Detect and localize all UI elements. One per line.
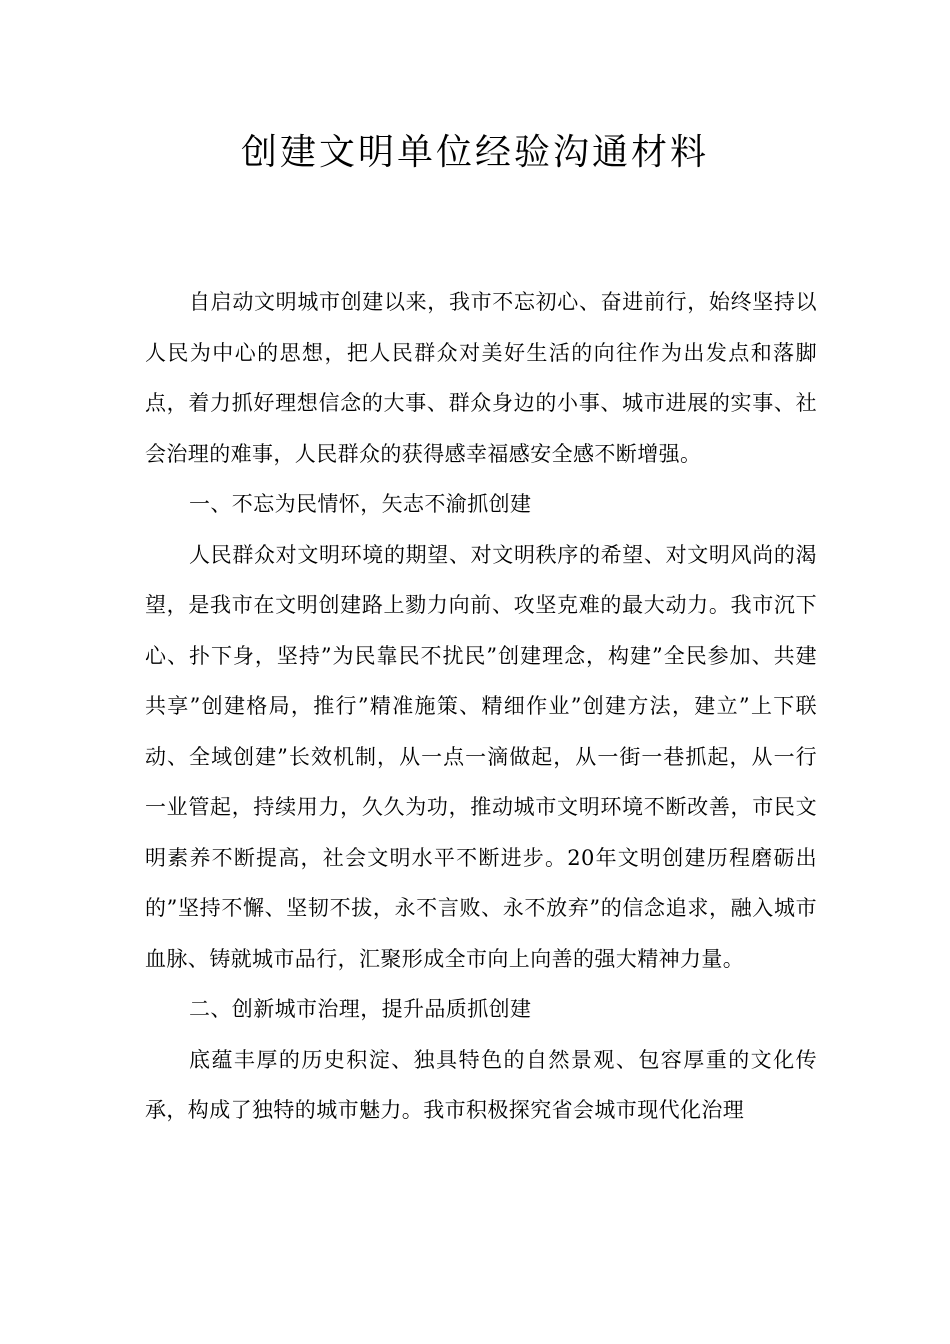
section-1-paragraph: 人民群众对文明环境的期望、对文明秩序的希望、对文明风尚的渴望，是我市在文明创建路上勠力向前、攻坚克难的最大动力。我市沉下心、扑下身，坚持”为民靠民不扰民”创建理念，构建”全民参加、共建共享”创建格局，推行”精准施策、精细作业”创建方法，建立”上下联动、全域创建”长效机制，从一点一滴做起，从一街一巷抓起，从一行一业管起，持续用力，久久为功，推动城市文明环境不断改善，市民文明素养不断提高，社会文明水平不断进步。20年文明创建历程磨砺出的”坚持不懈、坚韧不拔，永不言败、永不放弃”的信念追求，融入城市血脉、铸就城市品行，汇聚形成全市向上向善的强大精神力量。	[145, 542, 817, 971]
document-title: 创建文明单位经验沟通材料	[240, 132, 709, 173]
section-1-heading: 一、不忘为民情怀，矢志不渝抓创建	[189, 492, 532, 516]
intro-paragraph: 自启动文明城市创建以来，我市不忘初心、奋进前行，始终坚持以人民为中心的思想，把人民群众对美好生活的向往作为出发点和落脚点，着力抓好理想信念的大事、群众身边的小事、城市进展的实事、社会治理的难事，人民群众的获得感幸福感安全感不断增强。	[145, 290, 817, 466]
section-2-heading: 二、创新城市治理，提升品质抓创建	[189, 997, 532, 1021]
section-2-paragraph: 底蕴丰厚的历史积淀、独具特色的自然景观、包容厚重的文化传承，构成了独特的城市魅力。我市积极探究省会城市现代化治理	[145, 1047, 817, 1122]
document-body	[145, 277, 817, 1136]
